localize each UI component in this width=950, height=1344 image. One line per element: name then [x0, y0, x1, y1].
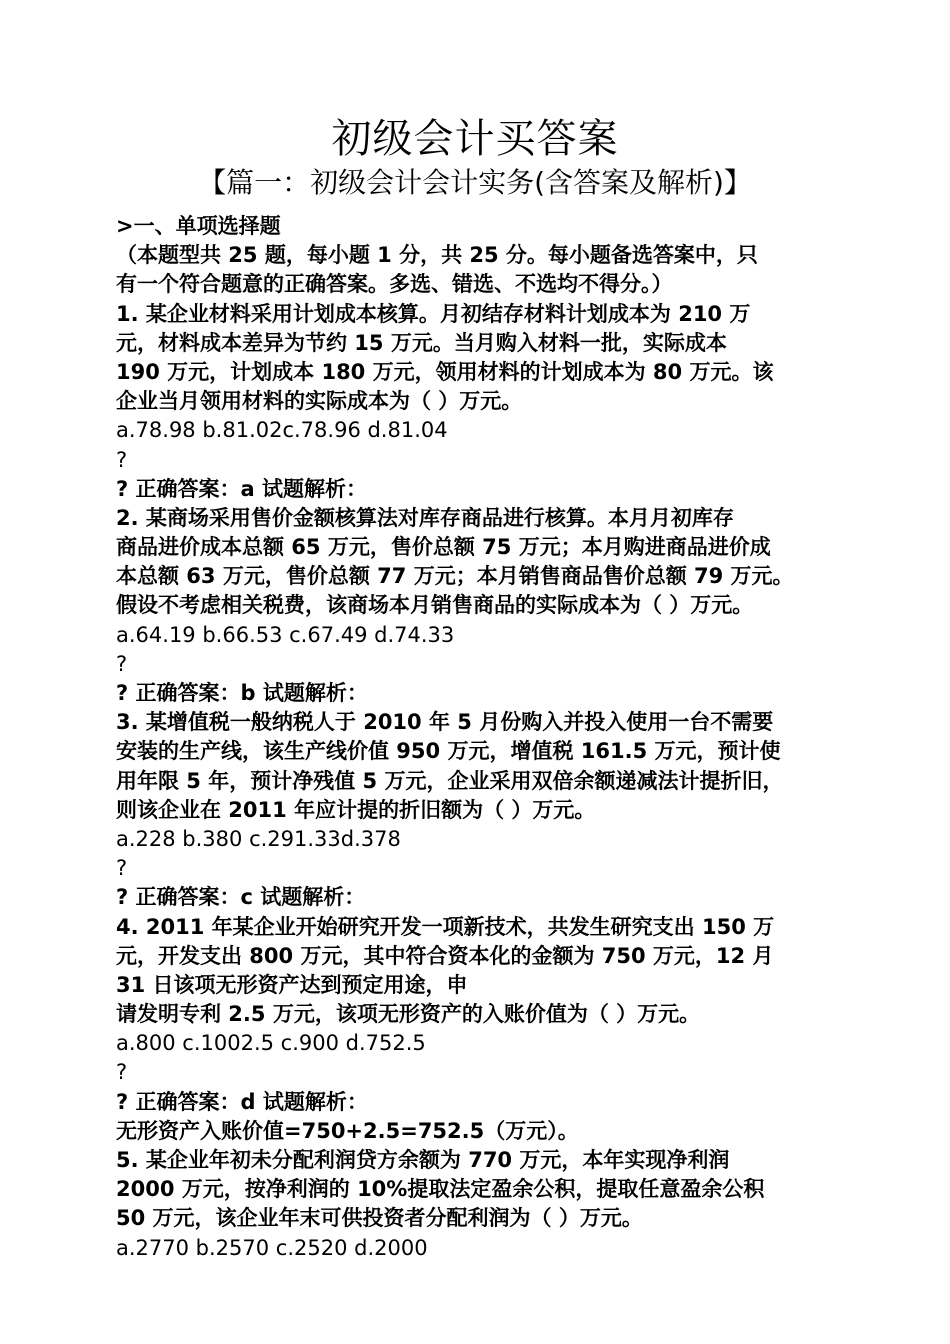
document-line: 2. 某商场采用售价金额核算法对库存商品进行核算。本月月初库存 [116, 505, 734, 530]
document-line: a.78.98 b.81.02c.78.96 d.81.04 [116, 418, 448, 443]
document-line: 4. 2011 年某企业开始研究开发一项新技术，共发生研究支出 150 万 [116, 914, 775, 939]
document-line: ? [116, 856, 128, 881]
document-line: ? [116, 1060, 128, 1085]
document-line: 元，开发支出 800 万元，其中符合资本化的金额为 750 万元，12 月 [116, 943, 774, 968]
document-line: 2000 万元，按净利润的 10%提取法定盈余公积，提取任意盈余公积 [116, 1177, 765, 1202]
document-subtitle: 【篇一：初级会计会计实务(含答案及解析)】 [198, 166, 752, 199]
document-line: 假设不考虑相关税费，该商场本月销售商品的实际成本为（ ）万元。 [116, 593, 754, 618]
document-line: a.64.19 b.66.53 c.67.49 d.74.33 [116, 622, 455, 647]
document-line: 则该企业在 2011 年应计提的折旧额为（ ）万元。 [116, 797, 596, 822]
document-line: 190 万元，计划成本 180 万元，领用材料的计划成本为 80 万元。该 [116, 359, 774, 384]
document-line: >一、单项选择题 [116, 214, 281, 238]
document-line: 请发明专利 2.5 万元，该项无形资产的入账价值为（ ）万元。 [116, 1002, 701, 1027]
document-line: 5. 某企业年初未分配利润贷方余额为 770 万元，本年实现净利润 [116, 1148, 730, 1172]
document-line: 有一个符合题意的正确答案。多选、错选、不选均不得分。） [116, 272, 673, 297]
document-line: ? 正确答案：b 试题解析： [116, 681, 368, 705]
document-line: a.2770 b.2570 c.2520 d.2000 [116, 1235, 428, 1260]
document-line: 用年限 5 年，预计净残值 5 万元，企业采用双倍余额递减法计提折旧， [116, 768, 784, 793]
document-line: 无形资产入账价值=750+2.5=752.5（万元）。 [116, 1118, 579, 1143]
document-line: 1. 某企业材料采用计划成本核算。月初结存材料计划成本为 210 万 [116, 301, 751, 326]
document-body [116, 212, 846, 1263]
document-title: 初级会计买答案 [331, 116, 619, 162]
document-line: 商品进价成本总额 65 万元，售价总额 75 万元；本月购进商品进价成 [116, 535, 771, 560]
document-line: 3. 某增值税一般纳税人于 2010 年 5 月份购入并投入使用一台不需要 [116, 710, 774, 735]
document-line: 本总额 63 万元，售价总额 77 万元；本月销售商品售价总额 79 万元。 [116, 564, 794, 589]
document-line: 企业当月领用材料的实际成本为（ ）万元。 [116, 389, 523, 414]
document-line: ? 正确答案：a 试题解析： [116, 476, 367, 501]
document-line: ? 正确答案：c 试题解析： [116, 885, 366, 910]
document-line: 元，材料成本差异为节约 15 万元。当月购入材料一批，实际成本 [116, 330, 727, 355]
document-line: a.228 b.380 c.291.33d.378 [116, 826, 401, 851]
document-line: 31 日该项无形资产达到预定用途，申 [116, 972, 468, 997]
document-line: a.800 c.1002.5 c.900 d.752.5 [116, 1031, 426, 1056]
document-line: 安装的生产线，该生产线价值 950 万元，增值税 161.5 万元，预计使 [116, 739, 781, 764]
document-line: ? 正确答案：d 试题解析： [116, 1089, 368, 1114]
document-line: ? [116, 651, 128, 676]
document-line: （本题型共 25 题，每小题 1 分，共 25 分。每小题备选答案中，只 [116, 243, 758, 268]
document-line: 50 万元，该企业年末可供投资者分配利润为（ ）万元。 [116, 1206, 643, 1231]
document-line: ? [116, 447, 128, 472]
